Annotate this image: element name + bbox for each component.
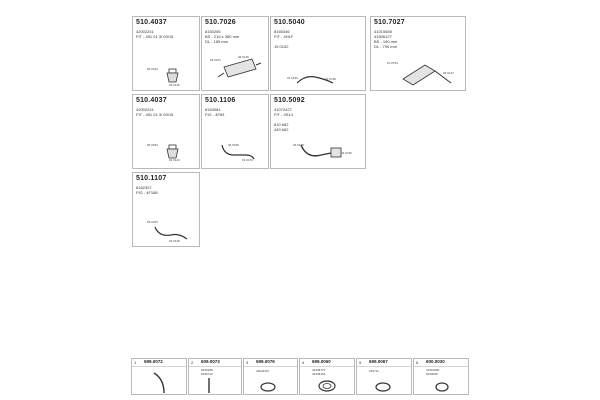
part-fitment: FIT - 451 01 3/ 09/15 (136, 34, 174, 39)
accessory-cell[interactable] (356, 358, 412, 395)
part-card[interactable] (370, 16, 466, 91)
part-fitment: FIG - 4F83 (205, 112, 225, 117)
drawing-label: 03 0746 (341, 151, 352, 155)
drawing-label: 03 0119 (169, 158, 180, 162)
accessory-index: 1 (134, 360, 137, 365)
accessory-index: 5 (359, 360, 362, 365)
accessory-cell[interactable] (243, 358, 298, 395)
part-fitment: FIT - 451 01 3/ 09/15 (136, 112, 174, 117)
part-card[interactable] (201, 94, 269, 169)
accessory-part-number: 609.0073 (201, 359, 220, 364)
part-card[interactable] (270, 94, 366, 169)
drawing-label: 05 0123 (147, 67, 158, 71)
part-fitment: FIT - 4S14 (274, 112, 293, 117)
drawing-label: 05 0183 (147, 143, 158, 147)
part-number: 510.5092 (274, 97, 305, 104)
accessory-part-number: 699.0060 (312, 359, 331, 364)
accessory-index: 6 (416, 360, 419, 365)
part-number: 510.7027 (374, 19, 405, 26)
part-fitment: FIG - 4F188 (136, 190, 158, 195)
part-ref: 8165346 (274, 29, 290, 34)
accessory-part-number: 600.0030 (426, 359, 445, 364)
accessory-index: 2 (191, 360, 194, 365)
part-spec: DL - 790 mm (374, 44, 397, 49)
part-number: 510.4037 (136, 19, 167, 26)
accessory-index: 4 (302, 360, 305, 365)
part-ref: 41010658 (374, 29, 392, 34)
part-ref: 42002241 (136, 29, 154, 34)
accessory-ref: 8156288 (201, 368, 213, 372)
part-card[interactable] (132, 16, 200, 91)
part-card[interactable] (270, 16, 366, 91)
gasket-drawing (316, 379, 338, 393)
drawing-label: 03 0118 (169, 239, 180, 243)
drawing-label: 03 0156 (147, 220, 158, 224)
divider (357, 366, 411, 367)
part-card[interactable] (201, 16, 269, 91)
accessory-ref: 8156742 (201, 372, 213, 376)
gasket-drawing (432, 381, 452, 393)
part-spec: 15 0152 (274, 44, 289, 49)
divider (300, 366, 354, 367)
bracket-drawing (150, 371, 170, 395)
divider (132, 366, 186, 367)
part-spec: DL - 185 mm (205, 39, 228, 44)
divider (189, 366, 241, 367)
accessory-part-number: 599.0072 (144, 359, 163, 364)
drawing-label: 03 0147 (443, 71, 454, 75)
part-number: 510.5040 (274, 19, 305, 26)
bracket-drawing (203, 377, 215, 395)
part-spec: BS - 190 mm (374, 39, 398, 44)
part-card[interactable] (132, 172, 200, 247)
drawing-label: 02 0748 (325, 77, 336, 81)
part-number: 510.4037 (136, 97, 167, 104)
accessory-ref: 8150008 (426, 372, 438, 376)
part-ref: 8162307 (136, 185, 152, 190)
accessory-ref: 249711 (369, 369, 379, 373)
accessory-part-number: 599.0076 (256, 359, 275, 364)
accessory-cell[interactable] (188, 358, 242, 395)
drawing-label: 10 0753 (387, 61, 398, 65)
accessory-index: 3 (246, 360, 249, 365)
divider (414, 366, 468, 367)
part-ref: 41072427 (274, 107, 292, 112)
accessory-cell[interactable] (299, 358, 355, 395)
muffler-drawing (397, 61, 453, 91)
accessory-ref: 42308154 (312, 372, 326, 376)
part-ref: 42002241 (136, 107, 154, 112)
accessory-ref: 42034467 (256, 369, 270, 373)
drawing-label: 03 0271 (210, 58, 221, 62)
drawing-label: 03 0474 (242, 158, 253, 162)
accessory-cell[interactable] (131, 358, 187, 395)
part-fitment: FIT - 4H1F (274, 34, 294, 39)
gasket-drawing (373, 381, 393, 393)
drawing-label: 03.0119 (169, 83, 180, 87)
gasket-drawing (258, 381, 278, 393)
accessory-ref: 41510580 (426, 368, 440, 372)
part-number: 510.7026 (205, 19, 236, 26)
part-spec: 610 662 (274, 122, 289, 127)
muffler-drawing (216, 55, 262, 85)
drawing-label: 01 0150 (287, 76, 298, 80)
accessory-ref: 42208770 (312, 368, 326, 372)
drawing-label: 03 0178 (293, 143, 304, 147)
part-number: 510.1107 (136, 175, 167, 182)
part-ref: 41506127 (374, 34, 392, 39)
part-ref: 8150255 (205, 29, 221, 34)
pipe-drawing (297, 141, 347, 165)
accessory-cell[interactable] (413, 358, 469, 395)
part-spec: 449 662 (274, 127, 289, 132)
accessory-part-number: 699.0067 (369, 359, 388, 364)
part-card[interactable] (132, 94, 200, 169)
divider (244, 366, 297, 367)
drawing-label: 03 0155 (228, 143, 239, 147)
part-ref: 8163081 (205, 107, 221, 112)
drawing-label: 03 0145 (238, 55, 249, 59)
part-number: 510.1106 (205, 97, 236, 104)
part-spec: BS - 216 x 380 mm (205, 34, 240, 39)
